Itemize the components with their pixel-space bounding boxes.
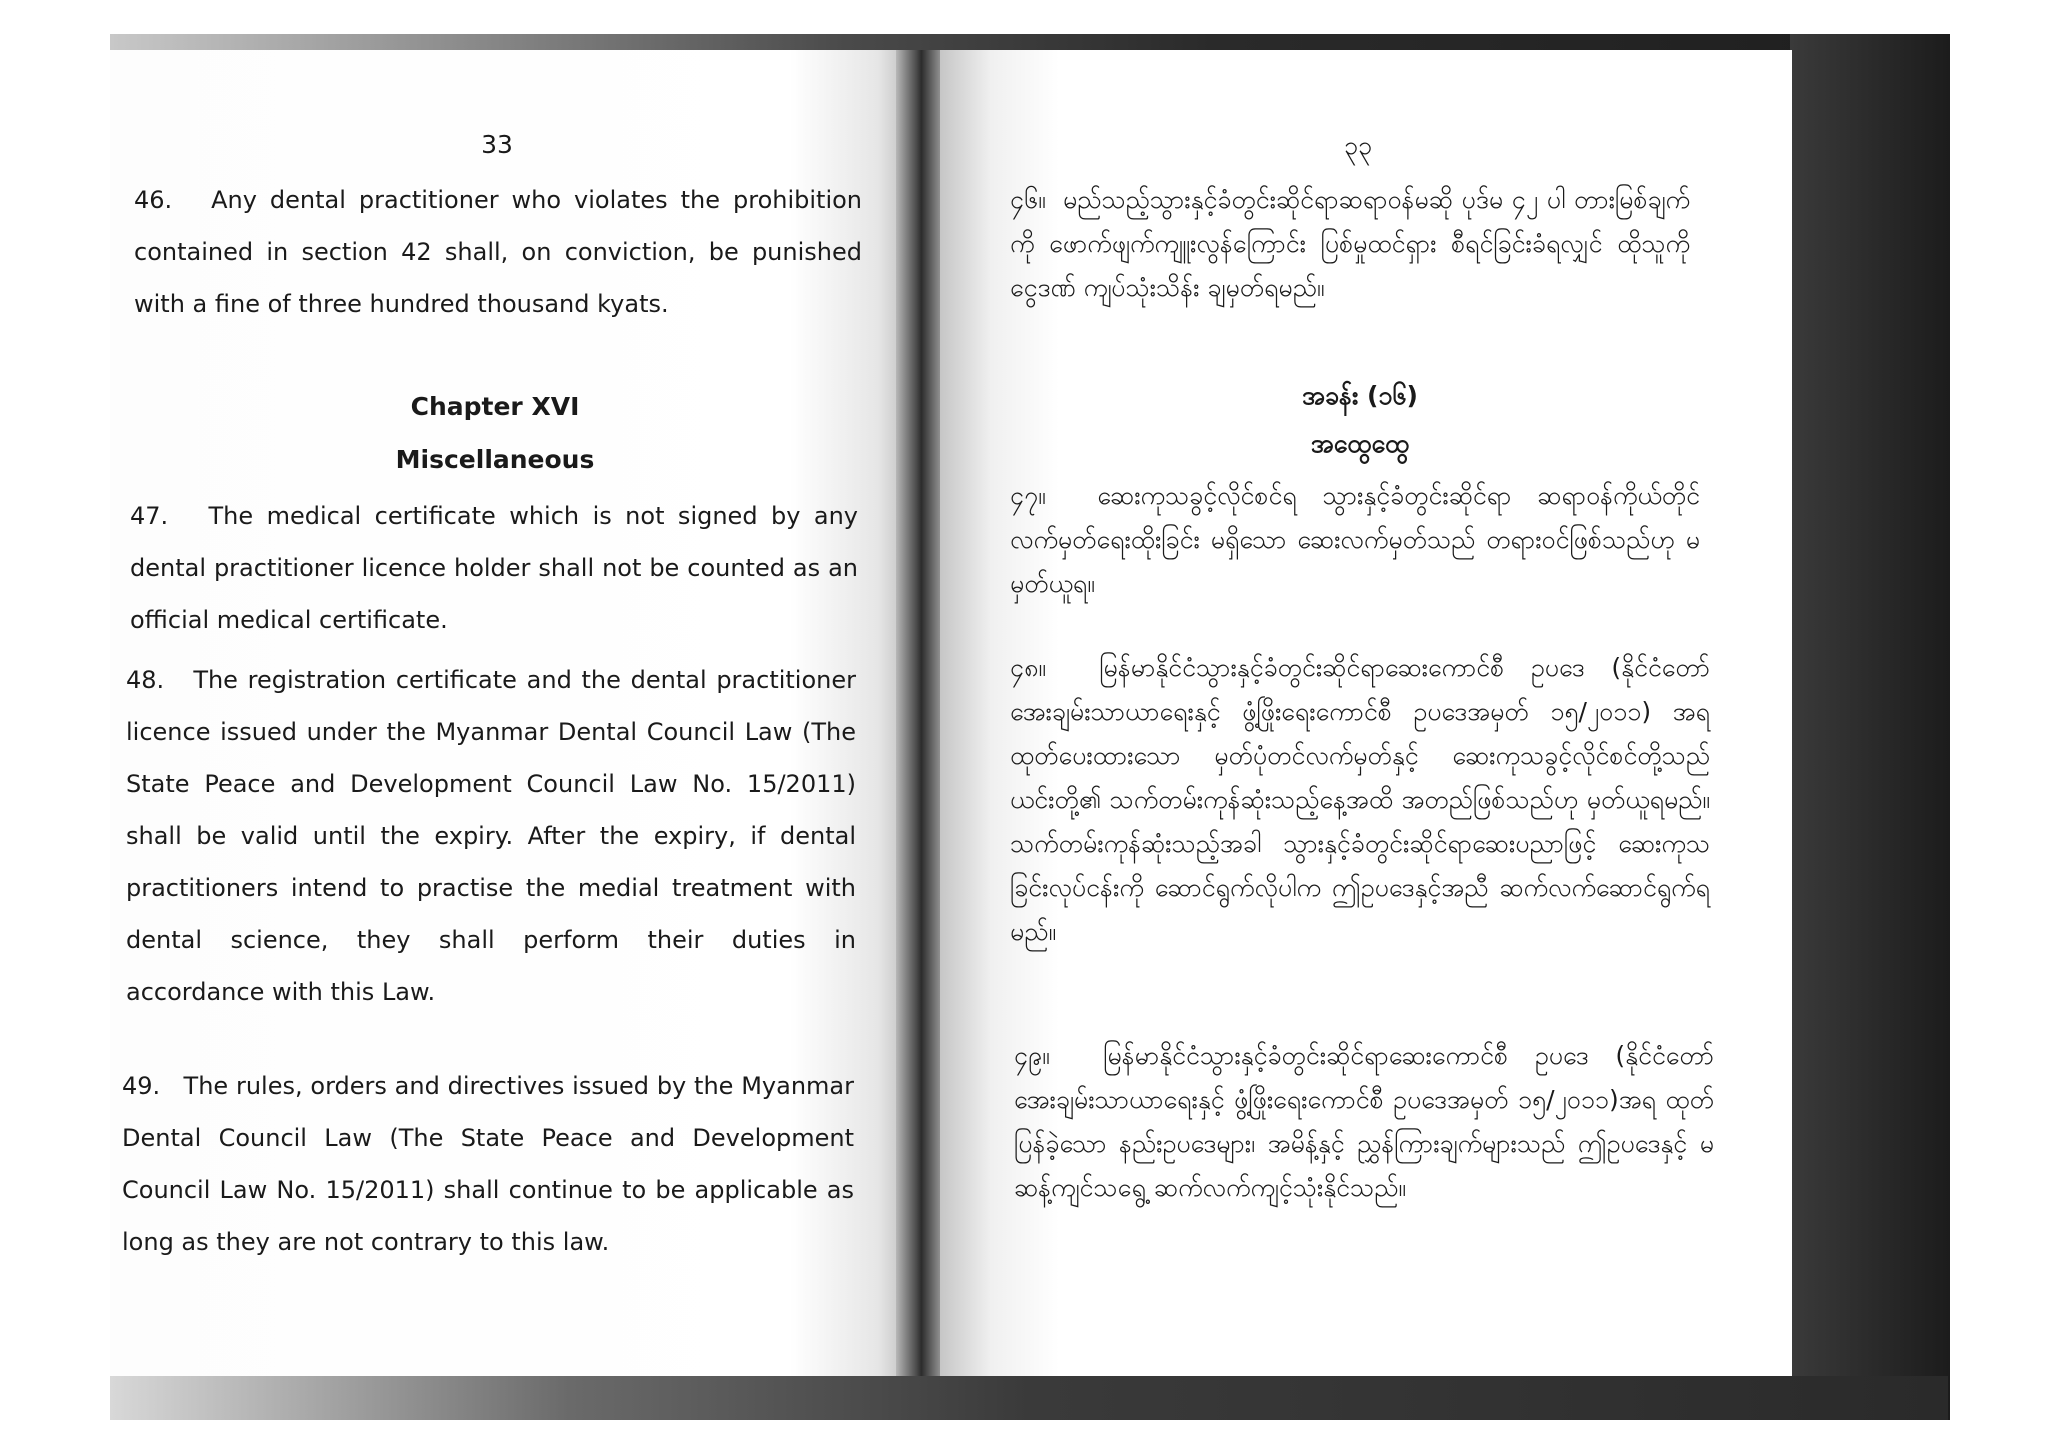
section-47-myanmar (1010, 474, 1700, 606)
chapter-title: Miscellaneous (395, 445, 595, 474)
chapter-heading: အခန်း (၁၆) (1302, 381, 1418, 410)
section-text: The medical certificate which is not signed by any dental practitioner licence holder shall not be counted as an official medical certificate. (130, 502, 859, 634)
section-49-myanmar (1014, 1034, 1714, 1210)
page-number: ၃၃ (1343, 131, 1373, 160)
right-page (940, 50, 1792, 1376)
section-text: The rules, orders and directives issued by the Myanmar Dental Council Law (The State Peace and Development Council Law No. 15/2011) shall continue to be applicable as long as they are not contrary to this law. (122, 1072, 854, 1256)
scan-shadow-bottom (110, 1376, 1948, 1420)
left-page (110, 50, 910, 1376)
section-number: 47. (130, 502, 169, 530)
chapter-heading: Chapter XVI (410, 392, 580, 421)
section-text: မြန်မာနိုင်ငံသွားနှင့်ခံတွင်းဆိုင်ရာဆေးကောင်စီ ဥပဒေ (နိုင်ငံတော်အေးချမ်းသာယာရေးနှင့် ဖွံ့ဖြိုးရေးကောင်စီ ဥပဒေအမှတ် ၁၅/၂၀၁၁) အရ ထုတ်ပေးထားသော မှတ်ပုံတင်လက်မှတ်နှင့် ဆေးကုသခွင့်လိုင်စင်တို့သည် ယင်းတို့၏ သက်တမ်းကုန်ဆုံးသည့်နေ့အထိ အတည်ဖြစ်သည်ဟု မှတ်ယူရမည်။ သက်တမ်းကုန်ဆုံးသည့်အခါ သွားနှင့်ခံတွင်းဆိုင်ရာဆေးပညာဖြင့် ဆေးကုသခြင်းလုပ်ငန်းကို ဆောင်ရွက်လိုပါက ဤဥပဒေနှင့်အညီ ဆက်လက်ဆောင်ရွက်ရမည်။ (1010, 653, 1710, 946)
section-number: ၄၆။ (1010, 185, 1046, 214)
section-number: 49. (122, 1072, 161, 1100)
section-48 (126, 654, 856, 1018)
section-text: မည်သည့်သွားနှင့်ခံတွင်းဆိုင်ရာဆရာဝန်မဆို ပုဒ်မ ၄၂ ပါ တားမြစ်ချက်ကို ဖောက်ဖျက်ကျူးလွန်ကြောင်း ပြစ်မှုထင်ရှား စီရင်ခြင်းခံရလျှင် ထိုသူကို ငွေဒဏ် ကျပ်သုံးသိန်း ချမှတ်ရမည်။ (1010, 185, 1690, 302)
section-text: Any dental practitioner who violates the prohibition contained in section 42 shall, on conviction, be punished with a fine of three hundred thousand kyats. (134, 186, 863, 318)
section-number: 48. (126, 666, 165, 694)
section-number: 46. (134, 186, 173, 214)
section-49 (122, 1060, 854, 1268)
section-number: ၄၉။ (1014, 1041, 1050, 1070)
section-number: ၄၈။ (1010, 653, 1046, 682)
section-text: မြန်မာနိုင်ငံသွားနှင့်ခံတွင်းဆိုင်ရာဆေးကောင်စီ ဥပဒေ (နိုင်ငံတော်အေးချမ်းသာယာရေးနှင့် ဖွံ့ဖြိုးရေးကောင်စီ ဥပဒေအမှတ် ၁၅/၂၀၁၁)အရ ထုတ်ပြန်ခဲ့သော နည်းဥပဒေများ၊ အမိန့်နှင့် ညွှန်ကြားချက်များသည် ဤဥပဒေနှင့် မဆန့်ကျင်သရွေ့ ဆက်လက်ကျင့်သုံးနိုင်သည်။ (1014, 1041, 1714, 1202)
section-47 (130, 490, 858, 646)
page-number: 33 (481, 130, 513, 159)
section-46-myanmar (1010, 178, 1690, 310)
section-46 (134, 174, 862, 330)
chapter-title: အထွေထွေ (1310, 429, 1410, 458)
section-number: ၄၇။ (1010, 481, 1046, 510)
section-text: ဆေးကုသခွင့်လိုင်စင်ရ သွားနှင့်ခံတွင်းဆိုင်ရာ ဆရာဝန်ကိုယ်တိုင် လက်မှတ်ရေးထိုးခြင်း မရှိသော ဆေးလက်မှတ်သည် တရားဝင်ဖြစ်သည်ဟု မမှတ်ယူရ။ (1010, 481, 1700, 598)
section-48-myanmar (1010, 646, 1710, 954)
book-gutter (896, 50, 942, 1376)
section-text: The registration certificate and the dental practitioner licence issued under the Myanmar Dental Council Law (The State Peace and Development Council Law No. 15/2011) shall be valid until the expiry. After the expiry, if dental practitioners intend to practise the medial treatment with dental science, they shall perform their duties in accordance with this Law. (126, 666, 857, 1006)
scanner-edge-shadow (1790, 34, 1950, 1420)
